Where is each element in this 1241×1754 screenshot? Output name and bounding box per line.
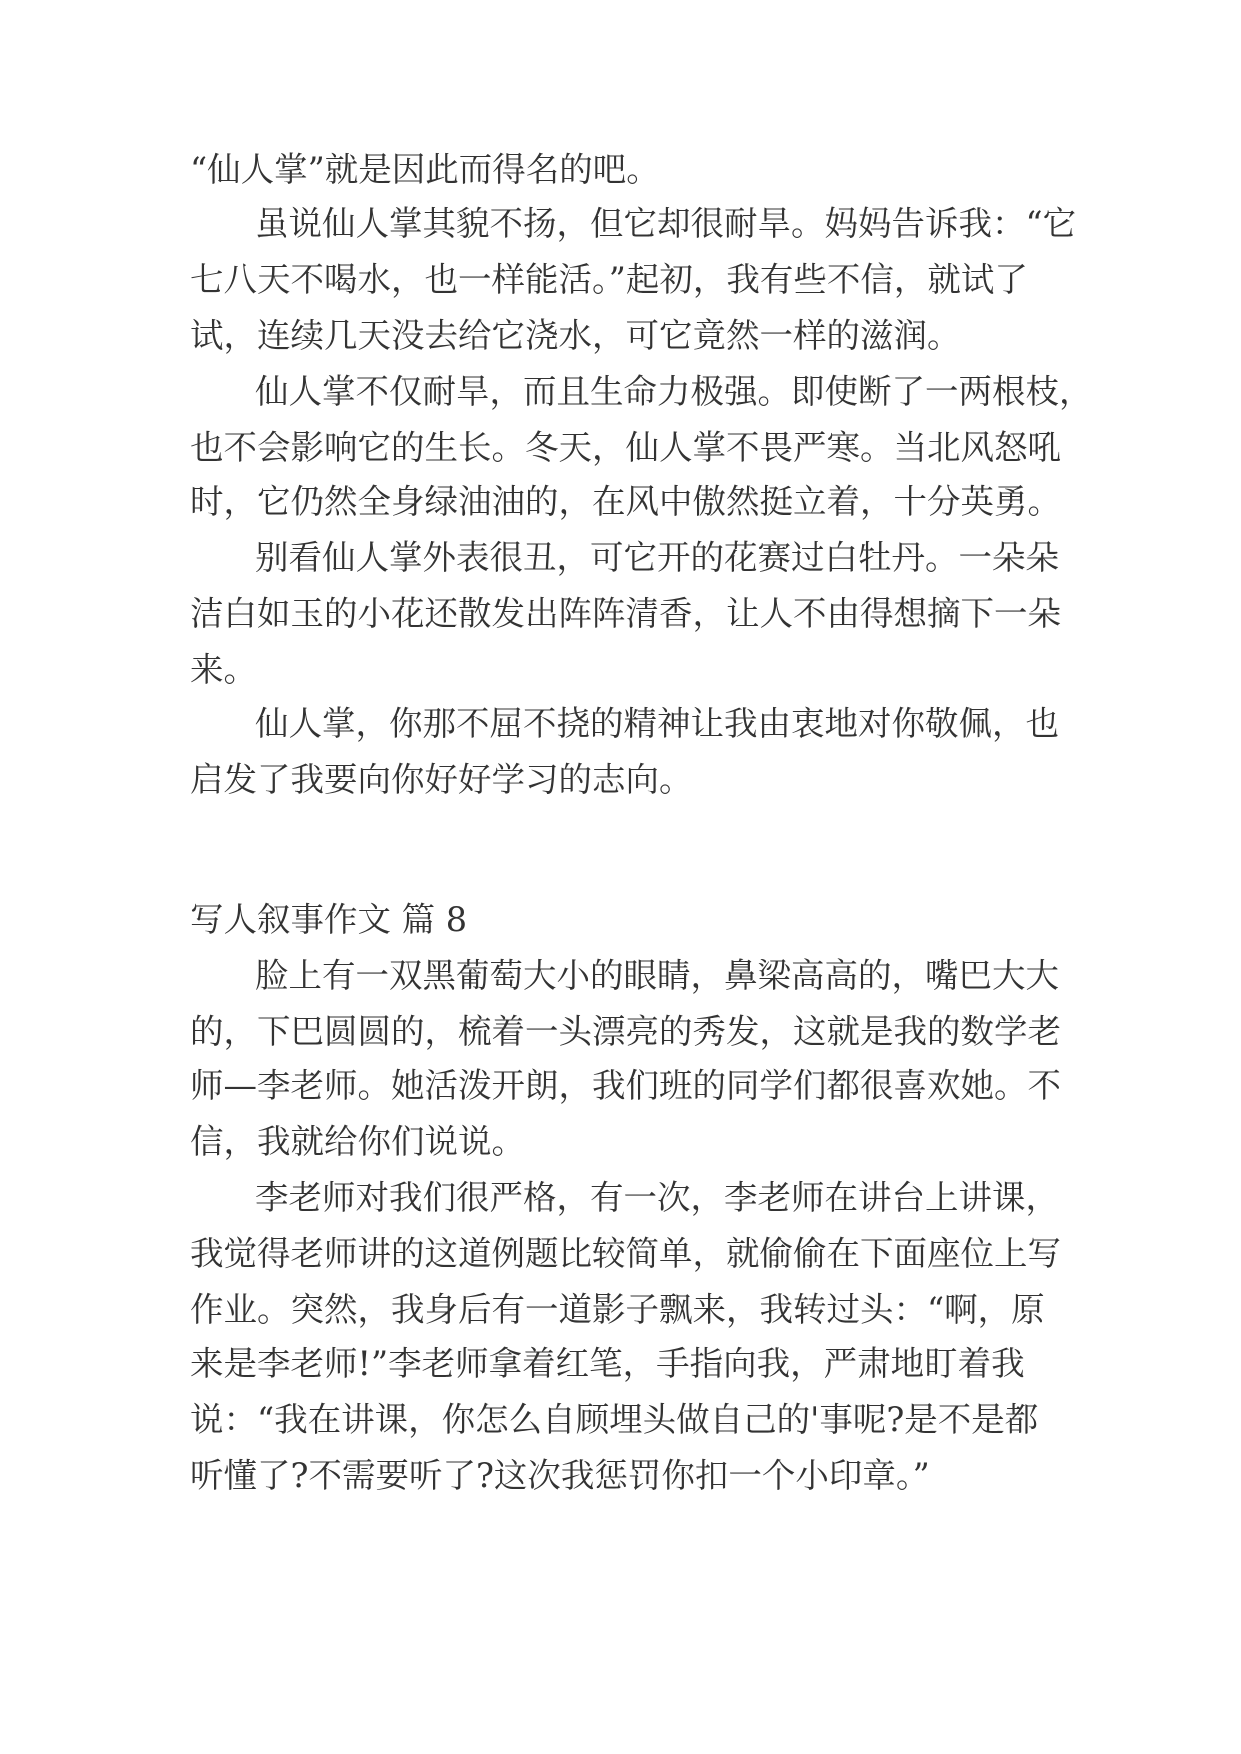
paragraph-line: 脸上有一双黑葡萄大小的眼睛，鼻梁高高的，嘴巴大大 xyxy=(255,956,1059,995)
paragraph-line: 来是李老师!”李老师拿着红笔，手指向我，严肃地盯着我 xyxy=(190,1344,1025,1383)
paragraph-line: 师—李老师。她活泼开朗，我们班的同学们都很喜欢她。不 xyxy=(190,1066,1061,1105)
paragraph-line: 我觉得老师讲的这道例题比较简单，就偷偷在下面座位上写 xyxy=(190,1234,1061,1273)
paragraph-line: 作业。突然，我身后有一道影子飘来，我转过头：“啊，原 xyxy=(190,1290,1045,1329)
paragraph-line: 试，连续几天没去给它浇水，可它竟然一样的滋润。 xyxy=(190,316,961,355)
paragraph-line: 听懂了?不需要听了?这次我惩罚你扣一个小印章。” xyxy=(190,1456,930,1495)
paragraph-line: 仙人掌不仅耐旱，而且生命力极强。即使断了一两根枝， xyxy=(255,372,1093,411)
paragraph-line: 仙人掌，你那不屈不挠的精神让我由衷地对你敬佩，也 xyxy=(255,704,1059,743)
paragraph-line: 李老师对我们很严格，有一次，李老师在讲台上讲课， xyxy=(255,1178,1059,1217)
paragraph-line: 洁白如玉的小花还散发出阵阵清香，让人不由得想摘下一朵 xyxy=(190,594,1061,633)
paragraph-line: 虽说仙人掌其貌不扬，但它却很耐旱。妈妈告诉我：“它 xyxy=(255,204,1077,243)
paragraph-line: 来。 xyxy=(190,650,257,689)
paragraph-line: 信，我就给你们说说。 xyxy=(190,1122,525,1161)
paragraph-line: 的，下巴圆圆的，梳着一头漂亮的秀发，这就是我的数学老 xyxy=(190,1012,1061,1051)
paragraph-line: 时，它仍然全身绿油油的，在风中傲然挺立着，十分英勇。 xyxy=(190,482,1061,521)
paragraph-line: 说：“我在讲课，你怎么自顾埋头做自己的'事呢?是不是都 xyxy=(190,1400,1039,1439)
paragraph-line: 别看仙人掌外表很丑，可它开的花赛过白牡丹。一朵朵 xyxy=(255,538,1059,577)
paragraph-line: 启发了我要向你好好学习的志向。 xyxy=(190,760,693,799)
paragraph-line: “仙人掌”就是因此而得名的吧。 xyxy=(190,150,660,189)
section-heading: 写人叙事作文 篇 8 xyxy=(190,900,468,939)
paragraph-line: 也不会影响它的生长。冬天，仙人掌不畏严寒。当北风怒吼 xyxy=(190,428,1061,467)
paragraph-line: 七八天不喝水，也一样能活。”起初，我有些不信，就试了 xyxy=(190,260,1028,299)
